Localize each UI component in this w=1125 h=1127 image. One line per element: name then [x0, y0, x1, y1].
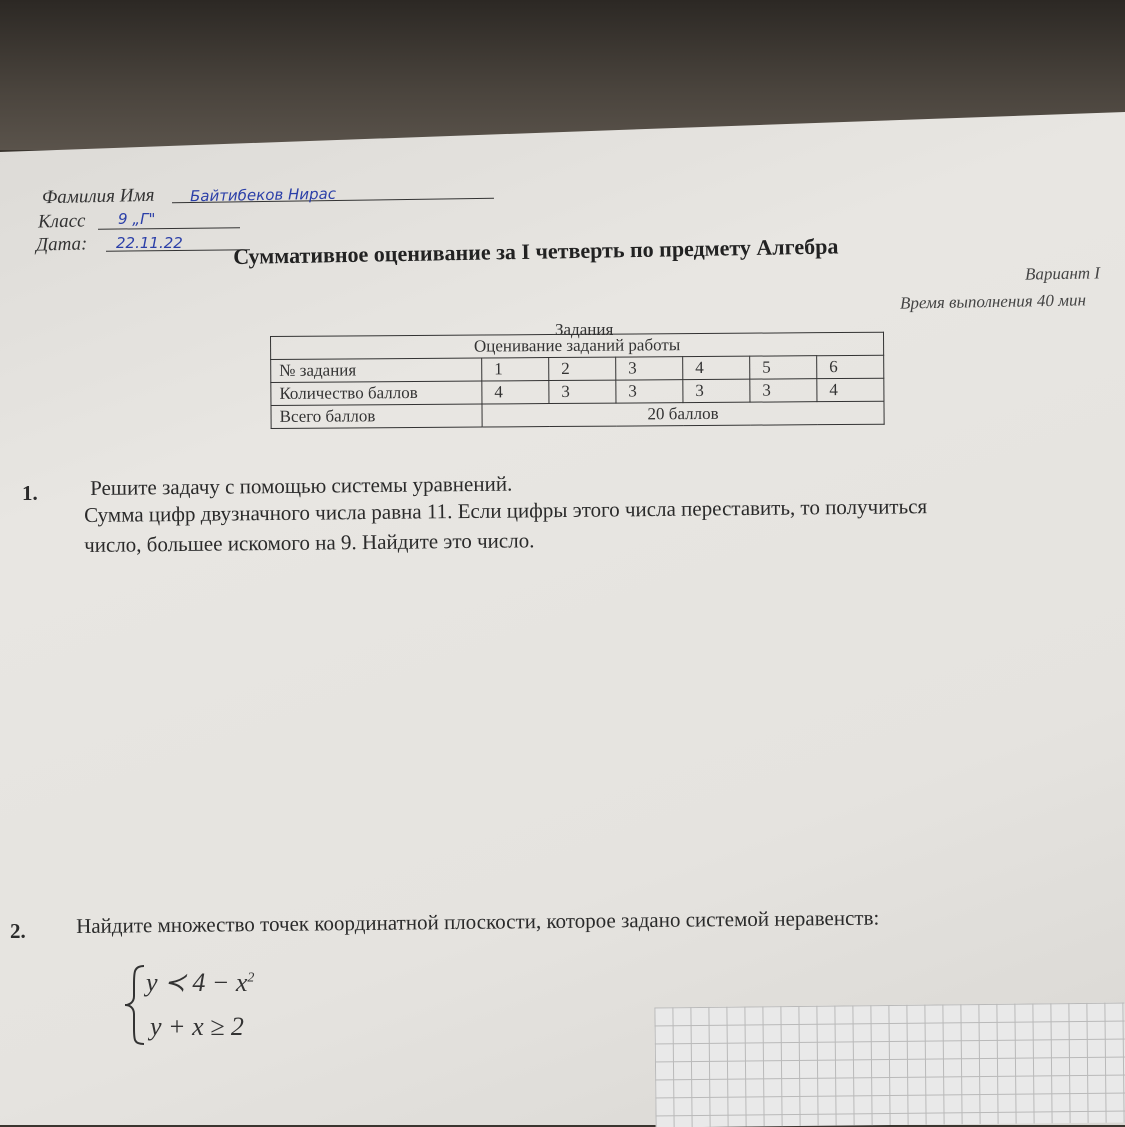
inequality-2: y + x ≥ 2	[150, 1012, 244, 1041]
date-handwritten: 22.11.22	[116, 234, 183, 252]
task-number-cell: 2	[549, 357, 616, 380]
table-row	[271, 401, 884, 428]
variant-label: Вариант I	[1024, 263, 1101, 284]
points-cell: 4	[482, 381, 549, 404]
date-label: Дата:	[35, 233, 88, 256]
points-cell: 3	[750, 379, 817, 402]
page-title: Суммативное оценивание за I четверть по предмету Алгебра	[233, 233, 839, 269]
name-handwritten: Байтибеков Нирас	[189, 184, 337, 206]
name-label: Фамилия Имя	[41, 184, 155, 209]
points-cell: 3	[549, 380, 616, 403]
time-label: Время выполнения 40 мин	[899, 290, 1087, 313]
system-brace-icon	[122, 962, 148, 1048]
points-cell: 3	[683, 379, 750, 402]
scoring-table	[270, 332, 885, 429]
task-number-cell: 6	[817, 355, 884, 378]
points-cell: 3	[616, 380, 683, 403]
task2-text: Найдите множество точек координатной плоскости, которое задано системой неравенств:	[76, 905, 880, 938]
task1-text-line: число, большее искомого на 9. Найдите это число.	[84, 528, 535, 557]
task-number-cell: 5	[750, 356, 817, 379]
class-label: Класс	[37, 210, 86, 233]
task-number-cell: 1	[482, 358, 549, 381]
task2-number: 2.	[10, 919, 26, 943]
task-number-row-label: № задания	[271, 358, 482, 382]
task1-text-line: Сумма цифр двузначного числа равна 11. Если цифры этого числа переставить, то получиться	[84, 494, 928, 527]
points-row-label: Количество баллов	[271, 381, 482, 405]
task1-instruction: Решите задачу с помощью системы уравнений.	[90, 471, 513, 500]
task1-number: 1.	[22, 481, 38, 505]
points-cell: 4	[817, 378, 884, 401]
task-number-cell: 4	[683, 356, 750, 379]
task-number-cell: 3	[616, 357, 683, 380]
class-handwritten: 9 „Г"	[118, 210, 156, 228]
inequality-1: y ≺ $4 - x^2$	[146, 968, 255, 997]
table-caption: Задания	[555, 320, 614, 339]
total-label: Всего баллов	[271, 404, 482, 428]
total-value: 20 баллов	[482, 401, 884, 427]
table-heading: Оценивание заданий работы	[271, 332, 884, 359]
graph-paper	[654, 1003, 1125, 1127]
